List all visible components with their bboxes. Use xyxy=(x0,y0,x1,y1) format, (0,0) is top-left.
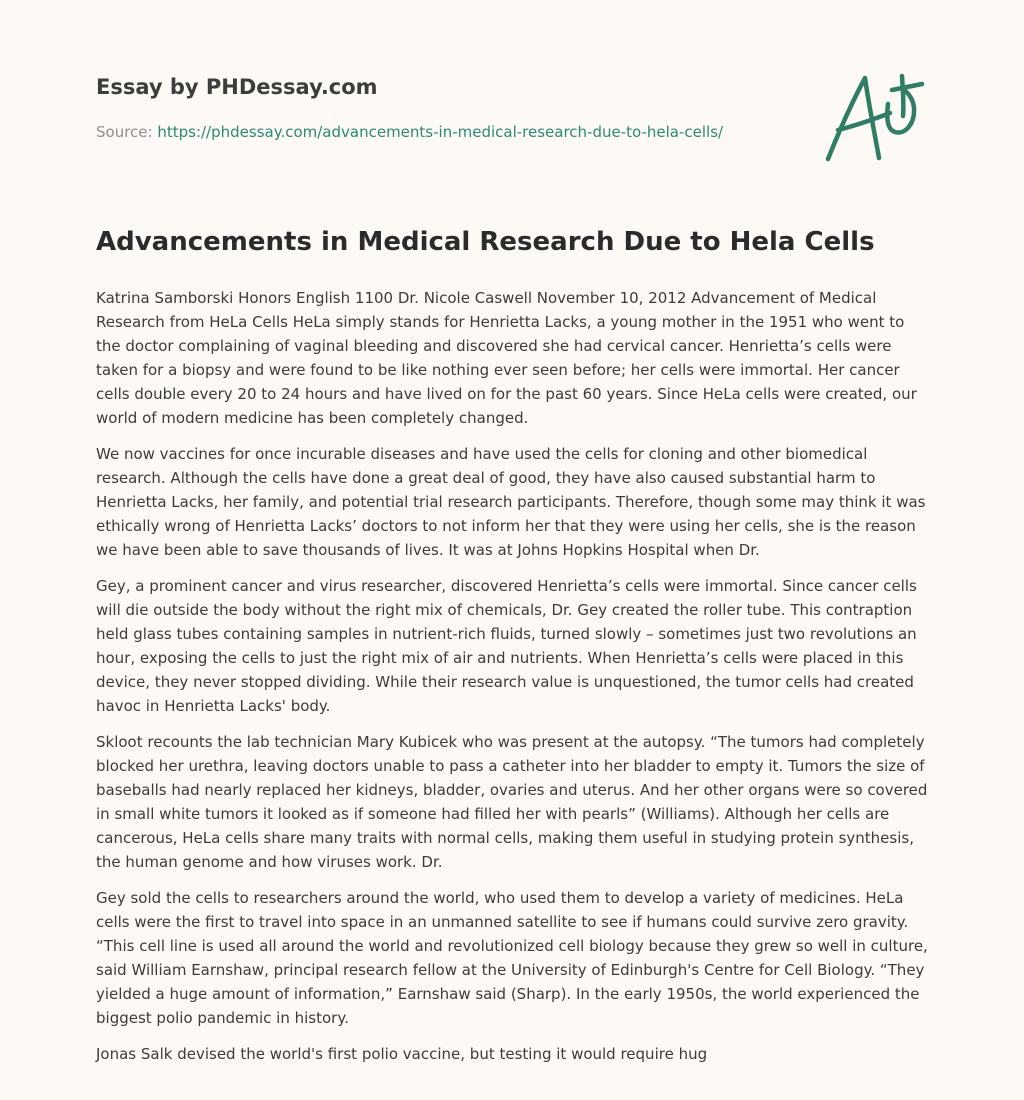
essay-body xyxy=(96,286,932,1078)
essay-paragraph: Gey, a prominent cancer and virus researcher, discovered Henrietta’s cells were immortal. Since cancer cells will die outside the body without the right mix of chemicals, Dr. Gey created the roller tube. This contraption held glass tubes containing samples in nutrient-rich fluids, turned slowly – sometimes just two revolutions an hour, exposing the cells to just the right mix of air and nutrients. When Henrietta’s cells were placed in this device, they never stopped dividing. While their research value is unquestioned, the tumor cells had created havoc in Henrietta Lacks' body. xyxy=(96,577,917,715)
essay-paragraph: Gey sold the cells to researchers around the world, who used them to develop a variety of medicines. HeLa cells were the first to travel into space in an unmanned satellite to see if humans could survive zero gravity. “This cell line is used all around the world and revolutionized cell biology because they grew so well in culture, said William Earnshaw, principal research fellow at the University of Edinburgh's Centre for Cell Biology. “They yielded a huge amount of information,” Earnshaw said (Sharp). In the early 1950s, the world experienced the biggest polio pandemic in history. xyxy=(96,889,928,1027)
source-line xyxy=(96,123,723,141)
essay-paragraph: Skloot recounts the lab technician Mary Kubicek who was present at the autopsy. “The tumors had completely blocked her urethra, leaving doctors unable to pass a catheter into her bladder to empty it. Tumors the size of baseballs had nearly replaced her kidneys, bladder, ovaries and uterus. And her other organs were so covered in small white tumors it looked as if someone had filled her with pearls” (Williams). Although her cells are cancerous, HeLa cells share many traits with normal cells, making them useful in studying protein synthesis, the human genome and how viruses work. Dr. xyxy=(96,733,928,871)
site-title: Essay by PHDessay.com xyxy=(96,75,378,99)
a-plus-logo-icon xyxy=(824,68,926,164)
source-link[interactable]: https://phdessay.com/advancements-in-medical-research-due-to-hela-cells/ xyxy=(157,123,724,141)
essay-paragraph: Katrina Samborski Honors English 1100 Dr. Nicole Caswell November 10, 2012 Advancement of Medical Research from HeLa Cells HeLa simply stands for Henrietta Lacks, a young mother in the 1951 who went to the doctor complaining of vaginal bleeding and discovered she had cervical cancer. Henrietta’s cells were taken for a biopsy and were found to be like nothing ever seen before; her cells were immortal. Her cancer cells double every 20 to 24 hours and have lived on for the past 60 years. Since HeLa cells were created, our world of modern medicine has been completely changed. xyxy=(96,289,917,427)
source-label: Source: xyxy=(96,123,158,141)
page xyxy=(96,0,932,1100)
essay-paragraph: We now vaccines for once incurable diseases and have used the cells for cloning and other biomedical research. Although the cells have done a great deal of good, they have also caused substantial harm to Henrietta Lacks, her family, and potential trial research participants. Therefore, though some may think it was ethically wrong of Henrietta Lacks’ doctors to not inform her that they were using her cells, she is the reason we have been able to save thousands of lives. It was at Johns Hopkins Hospital when Dr. xyxy=(96,445,926,559)
essay-paragraph: Jonas Salk devised the world's first polio vaccine, but testing it would require hug xyxy=(96,1045,708,1063)
essay-title: Advancements in Medical Research Due to Hela Cells xyxy=(96,227,875,257)
